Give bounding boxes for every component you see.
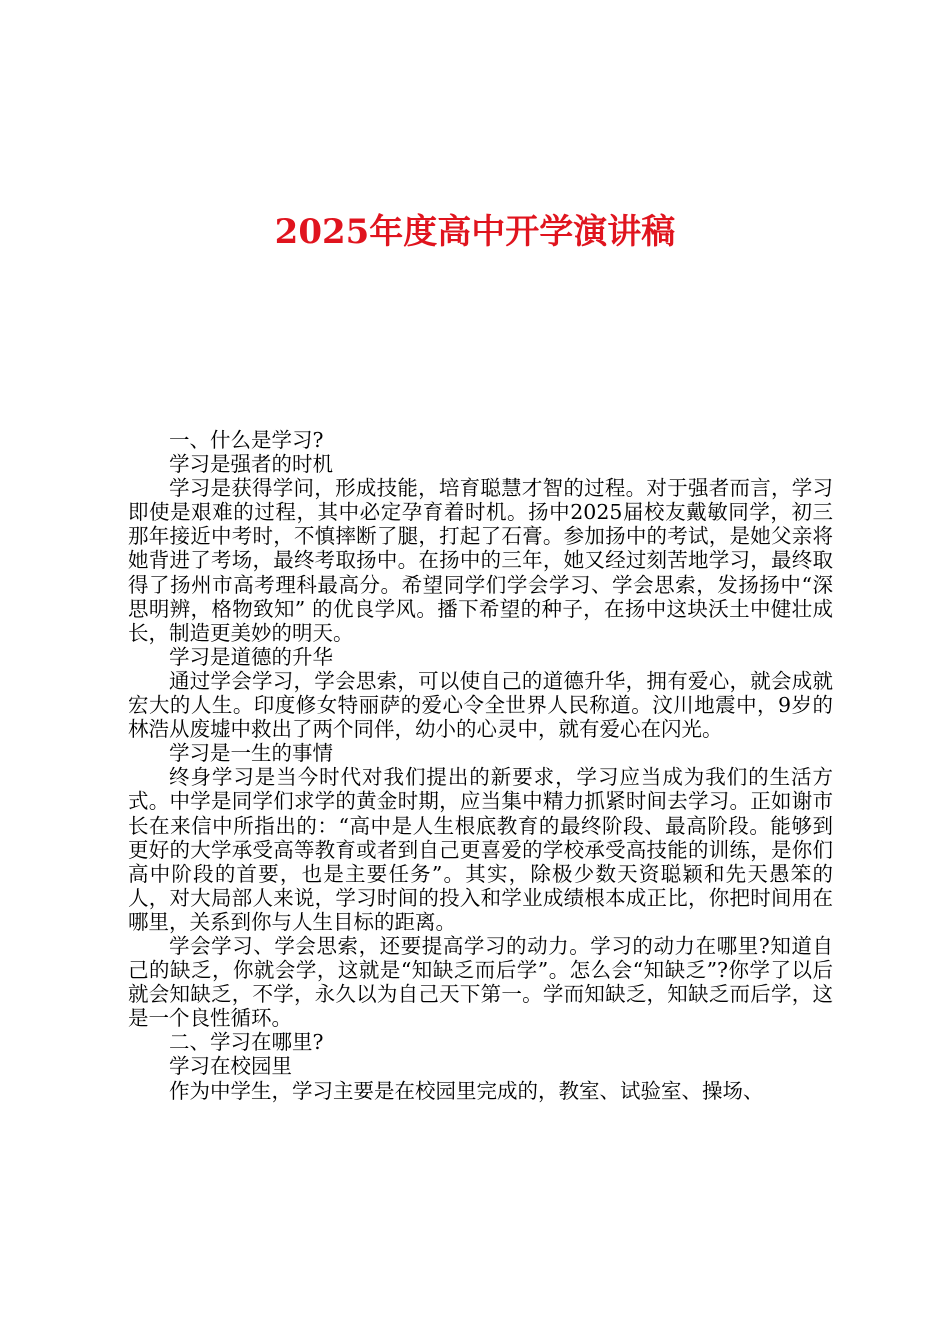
subheading: 学习在校园里	[169, 1054, 292, 1079]
paragraph: 学习是获得学问，形成技能，培育聪慧才智的过程。对于强者而言，学习即使是艰难的过程，其中必定孕育着时机。扬中2025届校友戴敏同学，初三那年接近中考时，不慎摔断了腿，打起了石膏。参加扬中的考试，是她父亲将她背进了考场，最终考取扬中。在扬中的三年，她又经过刻苦地学习，最终取得了扬州市高考理科最高分。希望同学们学会学习、学会思索，发扬扬中“深思明辨，格物致知” 的优良学风。播下希望的种子，在扬中这块沃土中健壮成长，制造更美妙的明天。	[128, 476, 833, 645]
paragraph: 作为中学生，学习主要是在校园里完成的，教室、试验室、操场、	[169, 1078, 764, 1103]
paragraph: 学会学习、学会思索，还要提高学习的动力。学习的动力在哪里?知道自己的缺乏，你就会学，这就是“知缺乏而后学”。怎么会“知缺乏”?你学了以后就会知缺乏，不学，永久以为自己天下第一。学而知缺乏，知缺乏而后学，这是一个良性循环。	[128, 933, 833, 1031]
section-heading: 一、什么是学习?	[169, 428, 324, 452]
section-heading: 二、学习在哪里?	[169, 1030, 324, 1055]
paragraph: 通过学会学习，学会思索，可以使自己的道德升华，拥有爱心，就会成就宏大的人生。印度修女特丽萨的爱心令全世界人民称道。汶川地震中，9岁的林浩从废墟中救出了两个同伴，幼小的心灵中，就有爱心在闪光。	[128, 668, 833, 742]
subheading: 学习是强者的时机	[169, 452, 333, 477]
paragraph: 终身学习是当今时代对我们提出的新要求，学习应当成为我们的生活方式。中学是同学们求学的黄金时期，应当集中精力抓紧时间去学习。正如谢市长在来信中所指出的：“高中是人生根底教育的最终阶段、最高阶段。能够到更好的大学承受高等教育或者到自己更喜爱的学校承受高技能的训练，是你们高中阶段的首要，也是主要任务”。其实，除极少数天资聪颖和先天愚笨的人，对大局部人来说，学习时间的投入和学业成绩根本成正比，你把时间用在哪里，关系到你与人生目标的距离。	[128, 765, 833, 934]
subheading: 学习是一生的事情	[169, 741, 333, 766]
subheading: 学习是道德的升华	[169, 644, 333, 669]
document-body	[128, 428, 833, 1103]
page-title: 2025年度高中开学演讲稿	[274, 212, 676, 252]
